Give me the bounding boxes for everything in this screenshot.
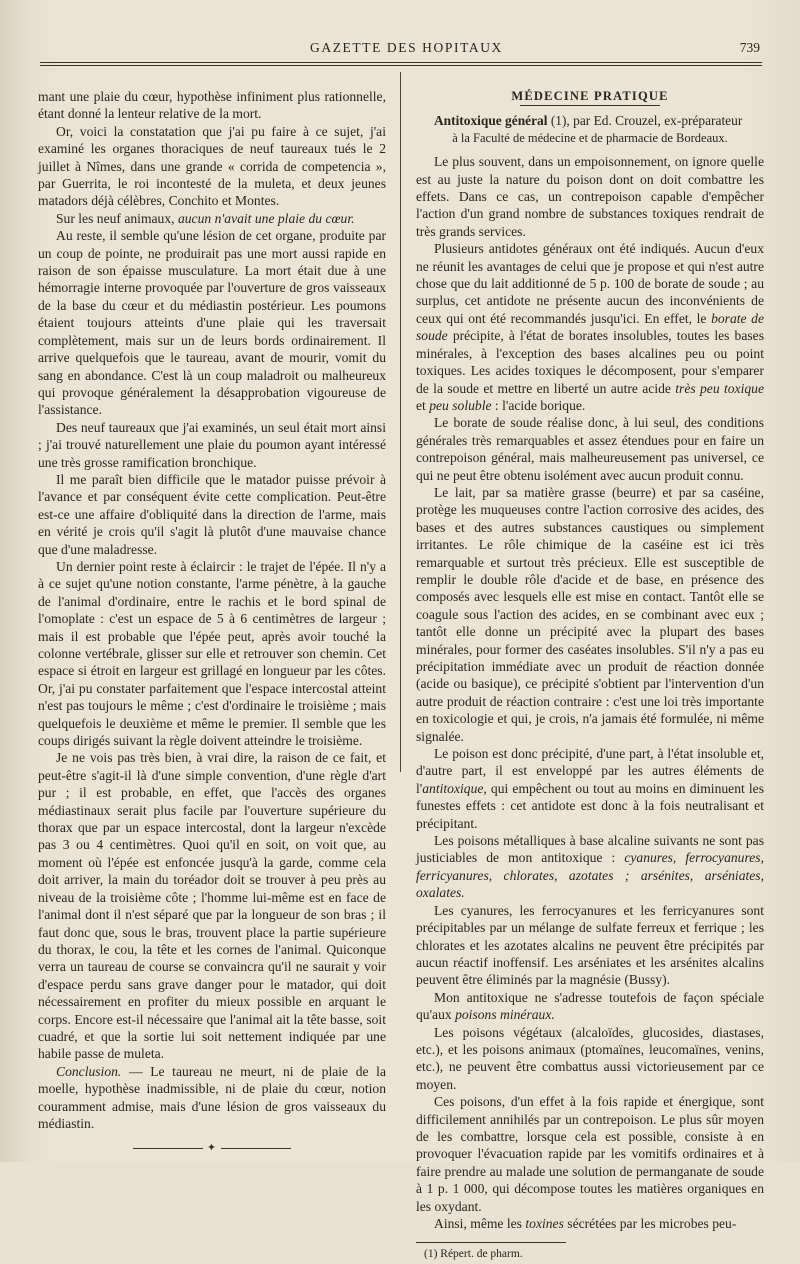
text-run: : l'acide borique. [494, 397, 586, 413]
paragraph: Le plus souvent, dans un empoisonnement, on ignore quelle est au juste la nature du poison dont on doit combattre les effets. Dans ce cas, un contrepoison capable d'empêcher l'action d'un grand nombre de substances toxiques rendrait de très grands services. [416, 154, 764, 239]
text-run: et [416, 397, 426, 413]
paragraph: Au reste, il semble qu'une lésion de cet organe, produite par un coup de pointe, ne produirait pas une mort aussi rapide en raison de son épaisse musculature. La mort était due à une hémorragie interne provoquée par l'ouverture de gros vaisseaux de la base du cœur et du médiastin postérieur. Les poumons étaient toujours atteints d'une plaie qui les traversait complètement, mais sur un de leurs bords ordinairement. Il arrive quelquefois que le taureau, avant de mourir, vomit du sang en abondance. C'est là un coup maladroit ou malheureux qui provoque généralement la désapprobation vigoureuse de l'assistance. [38, 228, 386, 418]
paragraph [416, 1215, 764, 1232]
article-title-bold: Antitoxique général [434, 113, 548, 129]
italic-text: antitoxique [422, 780, 484, 796]
paragraph: Ces poisons, d'un effet à la fois rapide et énergique, sont difficilement annihilés par un contrepoison. Le plus sûr moyen de les combattre, lorsque cela est possible, consiste à en provoquer l'évacuation rapide par les vomitifs ordinaires et à faire prendre au malade une solution de permanganate de soude à 1 p. 1 000, qui décompose toutes les matières organiques en les oxydant. [416, 1094, 764, 1214]
text-run: sécrétées par les microbes peu- [567, 1216, 737, 1231]
page-number: 739 [739, 40, 760, 55]
italic-text: cyanures, ferrocyanures, ferricyanures, chlorates, azotates ; arsénites, arséniates, oxalates. [416, 850, 764, 901]
text-run: précipite, à l'état de borates insolubles, toutes les bases minérales, à l'exception des bases alcalines peu ou point toxiques. Les acides toxiques le décomposent, pour s'emparer de la soude et mettre en liberté un autre acide [416, 328, 764, 396]
footnote-rule [416, 1242, 566, 1243]
text-run: Le poison est donc précipité, d'une part, à l'état insoluble et, d'autre part, il est enveloppé par les autres éléments de l' [416, 746, 764, 796]
italic-text: toxines [525, 1216, 564, 1231]
italic-text: très peu toxique [675, 380, 764, 396]
article-author: (1), par Ed. Crouzel, ex-préparateur [550, 113, 743, 129]
italic-text: aucun n'avait une plaie du cœur. [177, 210, 355, 226]
section-rule [520, 105, 660, 106]
text-run: Sur les neuf animaux, [56, 210, 175, 226]
paragraph [416, 745, 764, 832]
column-divider [400, 72, 401, 772]
paragraph-sur-les-neuf [38, 210, 386, 227]
paragraph: Le borate de soude réalise donc, à lui seul, des conditions générales très remarquables et assez étendues pour en faire un contrepoison général, mais malheureusement pas universel, ce qui ne peut être obtenu isolément avec aucun produit connu. [416, 415, 764, 483]
text-run: Ainsi, même les [434, 1216, 522, 1231]
paragraph: mant une plaie du cœur, hypothèse infiniment plus rationnelle, étant donné la lenteur relative de la mort. [38, 89, 386, 122]
article-subtitle: à la Faculté de médecine et de pharmacie de Bordeaux. [452, 130, 728, 145]
article-title [416, 112, 764, 129]
paragraph: Je ne vois pas très bien, à vrai dire, la raison de ce fait, et peut-être s'agit-il là d'une simple convention, d'une règle d'art pur ; il est probable, en effet, que l'accès des organes médiastinaux serait plus facile par l'ouverture supérieure du thorax que par un espace intercostal, dont la largeur n'excède pas 3 ou 4 centimètres. Quoi qu'il en soit, on voit que, au moment où l'épée est enfoncée jusqu'à la garde, comme cela doit arriver, la main du toréador doit se trouver à peu près au niveau de la troisième côte ; l'homme lui-même est en face de l'animal dont il n'est séparé que par la longueur de son bras ; il faut donc que, sous le bras, trouvent place la partie supérieure du thorax, le cou, la tête et les cornes de l'animal. Quiconque verra un taureau de course se convaincra qu'il ne saurait y voir d'espace perdu sans grave danger pour le matador, qui doit nécessairement en profiter du mieux possible en arquant le corps. Encore est-il nécessaire que l'animal ait la tête basse, soit cuadré, et que la sortie lui soit nettement indiquée par une habile passe de muleta. [38, 750, 386, 1062]
left-column [38, 88, 386, 1158]
journal-title: GAZETTE DES HOPITAUX [310, 40, 503, 55]
right-column [416, 88, 764, 1264]
header-rule [40, 62, 762, 66]
page-header [40, 40, 760, 64]
section-title: MÉDECINE PRATIQUE [511, 89, 669, 103]
text-run: , qui empêchent ou tout au moins en diminuent les funestes effets : cet antidote est donc à la fois neutralisant et précipitant. [416, 780, 764, 831]
conclusion-paragraph [38, 1063, 386, 1133]
paragraph: Les poisons végétaux (alcaloïdes, glucosides, diastases, etc.), et les poisons animaux (ptomaïnes, leucomaïnes, venins, etc.), ne peuvent être combattus aussi victorieusement par ce moyen. [416, 1024, 764, 1092]
paragraph [416, 832, 764, 902]
paragraph: Un dernier point reste à éclaircir : le trajet de l'épée. Il n'y a à ce sujet qu'une notion constante, l'arme pénètre, à la gauche de l'animal d'ordinaire, entre le rachis et le bord spinal de l'omoplate : c'est un espace de 5 à 6 centimètres de largeur ; mais il est probable que l'épée peut, après avoir touché la colonne vertébrale, glisser sur elle et retrouver son chemin. Cet espace si étroit en largeur est grillagé en longueur par les côtes. Or, j'ai pu constater parfaitement que l'espace intercostal atteint n'est pas toujours le même ; c'est d'ordinaire le troisième ; mais quelquefois le deuxième et même le premier. Il semble que les coups dirigés suivant la règle doivent atteindre le troisième. [38, 558, 386, 749]
italic-text: borate de soude [416, 310, 764, 344]
italic-text: poisons minéraux. [455, 1007, 555, 1023]
paragraph: Le lait, par sa matière grasse (beurre) et par sa caséine, protège les muqueuses contre l'action corrosive des acides, des bases et des autres substances caustiques ou simplement irritantes. Le rôle chimique de la caséine est ici très remarquable et surtout très précieux. Elle est susceptible de remplir le double rôle d'acide et de base, en présence des composés avec lesquels elle est mise en contact. Tantôt elle se coagule sous l'action des acides, en se combinant avec eux ; tantôt elle donne un précipité avec la plupart des bases minérales, pour former des caséates insolubles. S'il n'y a pas eu précipitation immédiate avec un produit de réaction donnée (acide ou basique), ce précipité s'obtient par l'intervention d'un autre produit de réaction contraire : c'est une loi très importante en toxicologie et qui, je crois, n'a jamais été formulée, ni même signalée. [416, 484, 764, 744]
paragraph: Des neuf taureaux que j'ai examinés, un seul était mort ainsi ; j'ai trouvé naturellement une plaie du poumon ayant intéressé une très grosse ramification bronchique. [38, 419, 386, 470]
end-ornament: ✦ [38, 1140, 386, 1157]
text-run: Plusieurs antidotes généraux ont été indiqués. Aucun d'eux ne réunit les avantages de celui que je propose et qui n'est autre chose que du lait additionné de 5 p. 100 de borate de soude ; au surplus, cet antidote ne présente aucun des inconvénients de ceux qui ont été recommandés jusqu'ici. En effet, le [416, 241, 764, 326]
text-run: Les poisons métalliques à base alcaline suivants ne sont pas justiciables de mon antitoxique : [416, 833, 764, 866]
text-run: Mon antitoxique ne s'adresse toutefois de façon spéciale qu'aux [416, 989, 764, 1023]
italic-text: peu soluble [429, 397, 492, 413]
paragraph: Or, voici la constatation que j'ai pu faire à ce sujet, j'ai examiné les organes thoraciques de neuf taureaux tués le 2 juillet à Nîmes, dans une grande « corrida de competencia », par Guerrita, le roi incontesté de la muleta, et deux jeunes matadors déjà célèbres, Conchito et Montes. [38, 123, 386, 209]
conclusion-text: — Le taureau ne meurt, ni de plaie de la moelle, hypothèse inadmissible, ni de plaie du cœur, notion couramment admise, mais d'une lésion de gros vaisseaux du médiastin. [38, 1063, 386, 1131]
conclusion-label: Conclusion. [56, 1063, 122, 1079]
paragraph [416, 240, 764, 414]
paragraph [416, 989, 764, 1024]
footnote: (1) Répert. de pharm. [424, 1248, 523, 1261]
paragraph: Les cyanures, les ferrocyanures et les ferricyanures sont précipitables par un mélange de sulfate ferreux et ferrique ; les chlorates et les azotates alcalins ne peuvent être précipités par aucun réactif inoffensif. Les arséniates et les arsénites alcalins peuvent être éliminés par la magnésie (Bussy). [416, 902, 764, 988]
paragraph: Il me paraît bien difficile que le matador puisse prévoir à l'avance et par conséquent évite cette complication. Peut-être est-ce une affaire d'obliquité dans la direction de l'arme, mais en vérité je crois qu'il s'agit là plutôt d'une mauvaise chance que d'une maladresse. [38, 471, 386, 557]
